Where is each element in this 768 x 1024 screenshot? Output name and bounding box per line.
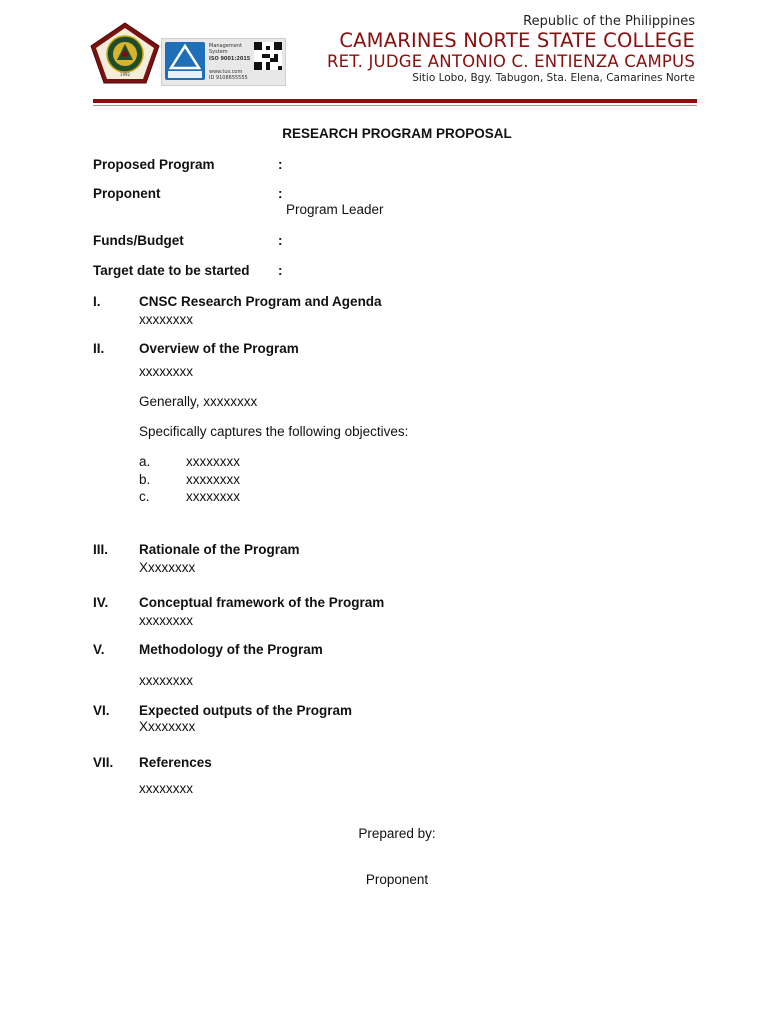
qr-code-icon (254, 42, 282, 70)
tuv-rheinland-logo (165, 42, 205, 80)
header-divider (93, 99, 697, 103)
objective-letter: a. (139, 454, 151, 469)
section-body: xxxxxxxx (139, 613, 193, 628)
section-heading-rationale: Rationale of the Program (139, 542, 300, 557)
iso-certification-badge (161, 38, 286, 86)
cert-iso: ISO 9001:2015 (209, 56, 251, 62)
overview-generally: Generally, xxxxxxxx (139, 394, 258, 409)
field-label-funds-budget: Funds/Budget (93, 233, 184, 248)
section-number: V. (93, 642, 105, 657)
cert-line-1: Management (209, 43, 242, 49)
section-heading-overview: Overview of the Program (139, 341, 299, 356)
field-value-program-leader: Program Leader (286, 202, 384, 217)
section-number: VII. (93, 755, 114, 770)
section-number: I. (93, 294, 101, 309)
field-label-proposed-program: Proposed Program (93, 157, 215, 172)
cert-id: ID 9108655555 (209, 75, 248, 81)
college-name: CAMARINES NORTE STATE COLLEGE (339, 29, 695, 52)
cert-line-2: System (209, 49, 228, 55)
section-number: IV. (93, 595, 109, 610)
section-heading-references: References (139, 755, 212, 770)
field-label-proponent: Proponent (93, 186, 161, 201)
field-label-target-date: Target date to be started (93, 263, 250, 278)
section-body: xxxxxxxx (139, 364, 193, 379)
objective-letter: c. (139, 489, 150, 504)
section-heading-conceptual-framework: Conceptual framework of the Program (139, 595, 385, 610)
svg-text:1992: 1992 (119, 72, 131, 77)
section-heading-methodology: Methodology of the Program (139, 642, 323, 657)
field-colon: : (278, 263, 283, 278)
field-colon: : (278, 186, 283, 201)
objective-text: xxxxxxxx (186, 489, 240, 504)
triangle-icon (165, 42, 205, 80)
campus-name: RET. JUDGE ANTONIO C. ENTIENZA CAMPUS (326, 52, 695, 71)
college-seal-logo (90, 22, 160, 84)
section-number: VI. (93, 703, 110, 718)
overview-specifically: Specifically captures the following objectives: (139, 424, 409, 439)
header-divider-thin (93, 105, 697, 106)
section-heading-expected-outputs: Expected outputs of the Program (139, 703, 353, 718)
cert-url: www.tuv.com (209, 69, 243, 75)
objective-text: xxxxxxxx (186, 454, 240, 469)
field-colon: : (278, 157, 283, 172)
section-body: xxxxxxxx (139, 673, 193, 688)
campus-address: Sitio Lobo, Bgy. Tabugon, Sta. Elena, Camarines Norte (412, 72, 695, 84)
section-heading-research-agenda: CNSC Research Program and Agenda (139, 294, 382, 309)
section-number: III. (93, 542, 109, 557)
document-title: RESEARCH PROGRAM PROPOSAL (282, 126, 512, 141)
signatory-proponent: Proponent (365, 872, 429, 887)
section-body: xxxxxxxx (139, 312, 193, 327)
prepared-by-label: Prepared by: (358, 826, 436, 841)
section-body: Xxxxxxxx (139, 719, 196, 734)
section-number: II. (93, 341, 105, 356)
objective-text: xxxxxxxx (186, 472, 240, 487)
section-body: xxxxxxxx (139, 781, 193, 796)
section-body: Xxxxxxxx (139, 560, 196, 575)
field-colon: : (278, 233, 283, 248)
republic-text: Republic of the Philippines (523, 14, 695, 29)
objective-letter: b. (139, 472, 151, 487)
